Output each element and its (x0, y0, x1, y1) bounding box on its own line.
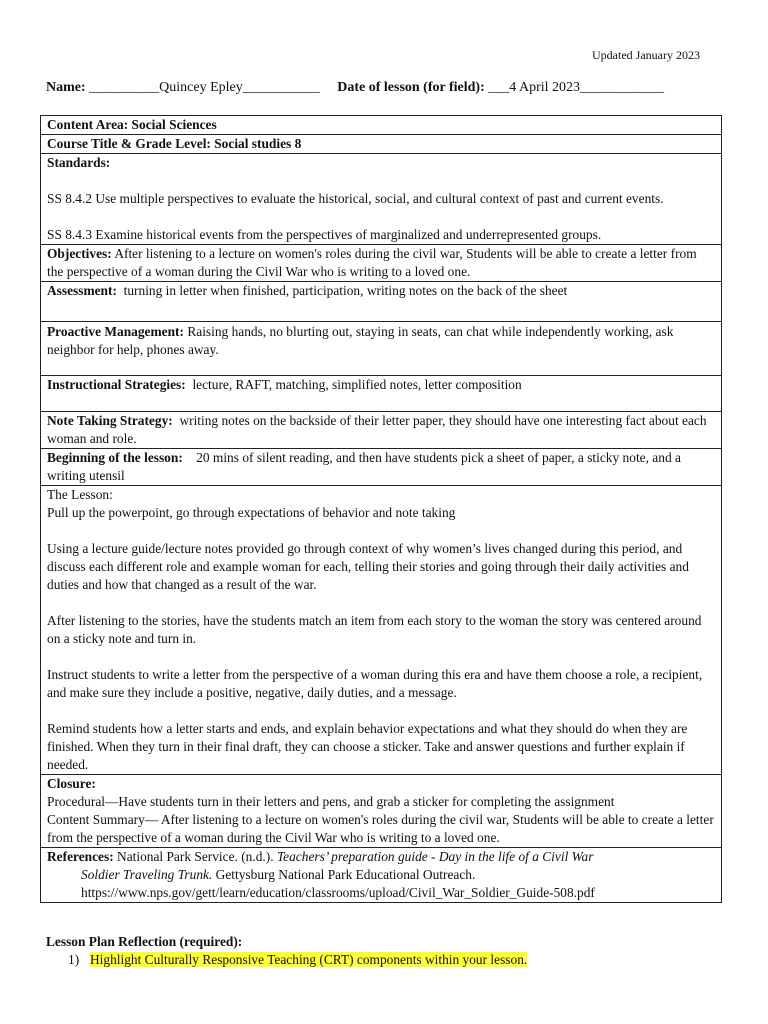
row-proactive (41, 322, 722, 376)
closure-procedural: Procedural—Have students turn in their letters and pens, and grab a sticker for completing the assignment (47, 794, 615, 809)
note-taking-label: Note Taking Strategy: (47, 413, 173, 428)
row-closure (41, 775, 722, 848)
objectives-text: After listening to a lecture on women's roles during the civil war, Students will be able to create a letter from the perspective of a woman during the Civil War who is writing to a loved one. (47, 246, 697, 279)
closure-cell (41, 775, 722, 848)
closure-content-summary: Content Summary— After listening to a lecture on women's roles during the civil war, Students will be able to create a letter from the perspective of a woman during the Civil War who is writing to a loved one. (47, 812, 714, 845)
row-references (41, 848, 722, 903)
standards-label: Standards: (47, 155, 111, 170)
lesson-heading: The Lesson: (47, 487, 113, 502)
beginning-text: 20 mins of silent reading, and then have students pick a sheet of paper, a sticky note, and a writing utensil (47, 450, 681, 483)
proactive-label: Proactive Management: (47, 324, 184, 339)
references-cell (41, 848, 722, 903)
lesson-cell (41, 486, 722, 775)
assessment-text: turning in letter when finished, participation, writing notes on the back of the sheet (123, 283, 568, 298)
name-value: __________Quincey Epley___________ (89, 80, 320, 95)
row-objectives (41, 245, 722, 282)
reflection-item (46, 951, 527, 969)
content-area: Content Area: Social Sciences (41, 116, 722, 135)
row-beginning (41, 449, 722, 486)
row-assessment (41, 282, 722, 322)
lesson-paragraph: Instruct students to write a letter from the perspective of a woman during this era and have them choose a role, a recipient, and make sure they include a positive, negative, daily duties, and a message. (47, 667, 703, 700)
proactive-cell (41, 322, 722, 376)
reference-title: Teachers’ preparation guide - Day in the life of a Civil War (276, 849, 594, 864)
row-course (41, 135, 722, 154)
lesson-paragraph: After listening to the stories, have the students match an item from each story to the woman the story was centered around on a sticky note and turn in. (47, 613, 702, 646)
note-taking-cell (41, 412, 722, 449)
course-title: Course Title & Grade Level: Social studies 8 (41, 135, 722, 154)
instructional-label: Instructional Strategies: (47, 377, 186, 392)
objectives-cell (41, 245, 722, 282)
reflection-section (46, 933, 527, 969)
proactive-text: Raising hands, no blurting out, staying in seats, can chat while independently working, ask neighbor for help, phones away. (47, 324, 674, 357)
reference-url[interactable]: https://www.nps.gov/gett/learn/education/classrooms/upload/Civil_War_Soldier_Guide-508.pdf (81, 885, 595, 900)
note-taking-text: writing notes on the backside of their letter paper, they should have one interesting fact about each woman and role. (47, 413, 707, 446)
lesson-paragraph: Remind students how a letter starts and ends, and explain behavior expectations and what they should do when they are finished. When they turn in their final draft, they can choose a sticker. Take and answer questions and further explain if needed. (47, 721, 688, 772)
row-lesson (41, 486, 722, 775)
reflection-item-number: 1) (68, 952, 80, 967)
lesson-plan-table (40, 115, 722, 903)
instructional-text: lecture, RAFT, matching, simplified notes, letter composition (192, 377, 522, 392)
beginning-label: Beginning of the lesson: (47, 450, 183, 465)
objectives-label: Objectives: (47, 246, 112, 261)
reference-title-cont: Soldier Traveling Trunk. (81, 867, 213, 882)
row-content-area (41, 116, 722, 135)
standard-item: SS 8.4.3 Examine historical events from the perspectives of marginalized and underrepresented groups. (47, 227, 602, 242)
date-label: Date of lesson (for field): (337, 80, 485, 95)
row-instructional (41, 376, 722, 412)
standard-item: SS 8.4.2 Use multiple perspectives to evaluate the historical, social, and cultural context of past and current events. (47, 191, 664, 206)
reference-author: National Park Service. (n.d.). (117, 849, 274, 864)
reflection-item-text: Highlight Culturally Responsive Teaching (CRT) components within your lesson. (90, 952, 528, 967)
lesson-paragraph: Using a lecture guide/lecture notes provided go through context of why women’s lives changed during this period, and discuss each different role and example woman for each, telling their stories and going through their daily activities and duties and how that changed as a result of the war. (47, 541, 689, 592)
instructional-cell (41, 376, 722, 412)
name-label: Name: (46, 80, 86, 95)
assessment-label: Assessment: (47, 283, 117, 298)
closure-label: Closure: (47, 776, 96, 791)
row-note-taking (41, 412, 722, 449)
references-label: References: (47, 849, 114, 864)
assessment-cell (41, 282, 722, 322)
date-value: ___4 April 2023____________ (488, 80, 665, 95)
lesson-paragraph: Pull up the powerpoint, go through expectations of behavior and note taking (47, 505, 456, 520)
updated-date: Updated January 2023 (592, 48, 700, 62)
name-date-line (46, 79, 664, 97)
row-standards (41, 154, 722, 245)
beginning-cell (41, 449, 722, 486)
standards-cell (41, 154, 722, 245)
reference-publisher: Gettysburg National Park Educational Outreach. (215, 867, 476, 882)
reflection-title: Lesson Plan Reflection (required): (46, 934, 243, 949)
